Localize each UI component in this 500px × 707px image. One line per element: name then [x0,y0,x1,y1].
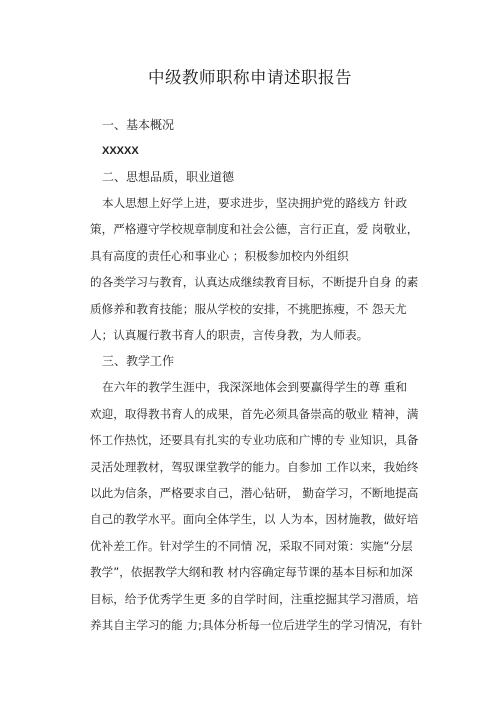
paragraph-line: 目标，给予优秀学生更 多的自学时间，注重挖掘其学习潜质，培 [90,591,419,606]
paragraph-line: 的各类学习与教育，认真达成继续教育目标，不断提升自身 的素 [90,275,419,290]
document-body [90,112,425,639]
paragraph-line: 本人思想上好学上进，要求进步，坚决拥护党的路线方 针政 [102,196,408,210]
paragraph-line: 灵活处理教材，驾驭课堂教学的能力。自参加 工作以来，我始终 [90,459,419,474]
paragraph-line: 质修养和教育技能；服从学校的安排，不挑肥拣瘦，不 怨天尤 [90,301,407,316]
section-heading-basic: 一、基本概况 [102,118,175,132]
paragraph-line: 在六年的教学生涯中，我深深地体会到要赢得学生的尊 重和 [102,380,408,395]
ethics-paragraph [90,190,425,348]
paragraph-line: 优补差工作。针对学生的不同情 况，采取不同对策：实施“分层 [90,538,413,553]
teaching-paragraph [90,374,425,638]
paragraph-line: 欢迎，取得教书育人的成果，首先必须具备崇高的敬业 精神，满 [90,406,419,421]
section-heading-ethics: 二、思想品质，职业道德 [102,170,235,184]
paragraph-line: 具有高度的责任心和事业心 ；积极参加校内外组织 [90,248,349,263]
section-heading-teaching: 三、教学工作 [102,354,175,369]
paragraph-line: 怀工作热忱，还要具有扎实的专业功底和广博的专 业知识，具备 [90,433,419,448]
paragraph-line: 自己的教学水平。面向全体学生，以 人为本，因材施教，做好培 [90,512,419,527]
paragraph-line: 人；认真履行教书育人的职责，言传身教，为人师表。 [90,328,369,343]
paragraph-line: 教学”，依据教学大纲和教 材内容确定每节课的基本目标和加深 [90,565,413,580]
document-title: 中级教师职称申请述职报告 [148,68,352,87]
paragraph-line: 策，严格遵守学校规章制度和社会公德，言行正直，爱 岗敬业， [90,222,419,237]
paragraph-line: 养其自主学习的能 力;具体分析每一位后进学生的学习情况，有针 [90,618,423,633]
paragraph-line: 以此为信条，严格要求自己，潜心钻研， 勤奋学习，不断地提高 [90,486,419,501]
basic-overview-text: XXXXX [102,145,139,157]
